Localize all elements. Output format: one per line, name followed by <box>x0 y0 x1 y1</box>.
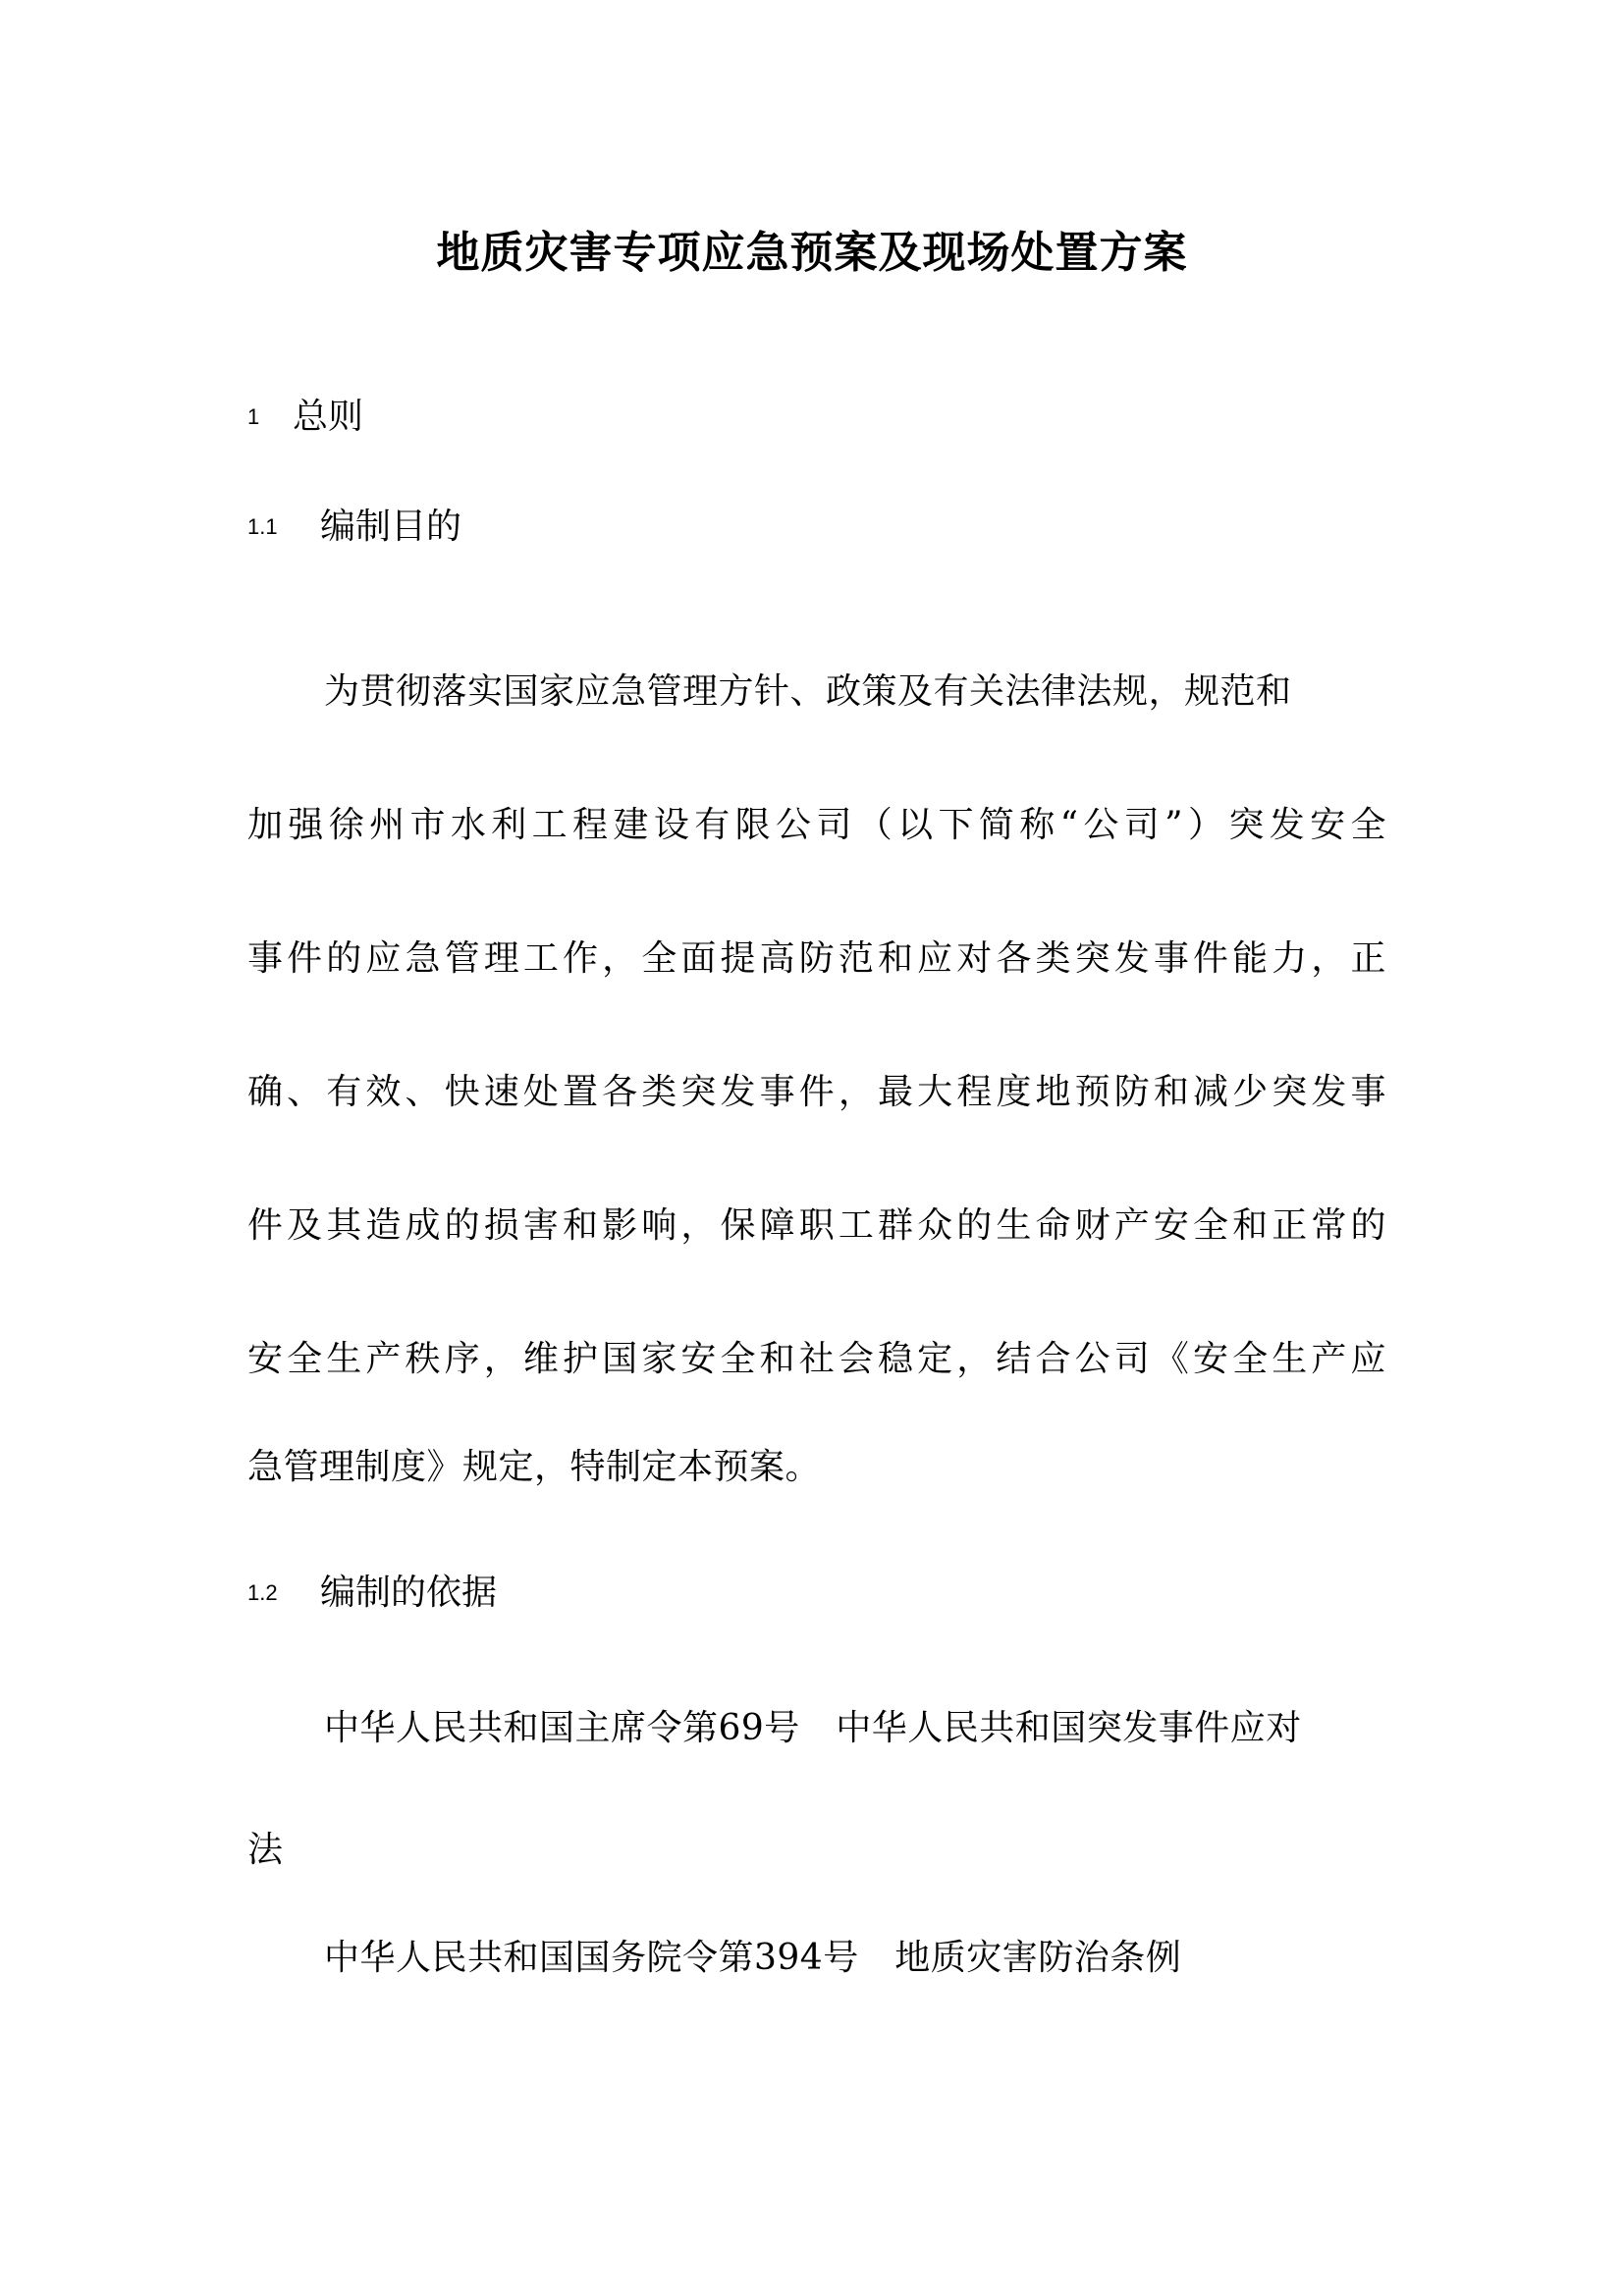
section-label: 总则 <box>293 397 364 437</box>
section-label: 编制目的 <box>320 507 462 547</box>
basis-item-line: 中华人民共和国主席令第69号 中华人民共和国突发事件应对 <box>324 1708 1302 1748</box>
purpose-paragraph-line: 安全生产秩序，维护国家安全和社会稳定，结合公司《安全生产应 <box>247 1339 1386 1379</box>
purpose-paragraph-line: 加强徐州市水利工程建设有限公司（以下简称“公司”）突发安全 <box>247 805 1386 845</box>
section-heading-1-2 <box>247 1567 497 1618</box>
section-number: 1 <box>247 404 260 429</box>
purpose-paragraph-line: 为贯彻落实国家应急管理方针、政策及有关法律法规，规范和 <box>324 671 1292 712</box>
purpose-paragraph-line: 确、有效、快速处置各类突发事件，最大程度地预防和减少突发事 <box>247 1072 1386 1112</box>
purpose-paragraph-line: 急管理制度》规定，特制定本预案。 <box>247 1447 822 1487</box>
basis-item-line: 法 <box>247 1830 284 1870</box>
purpose-paragraph-line: 事件的应急管理工作，全面提高防范和应对各类突发事件能力，正 <box>247 938 1386 979</box>
purpose-paragraph-line: 件及其造成的损害和影响，保障职工群众的生命财产安全和正常的 <box>247 1205 1386 1246</box>
section-label: 编制的依据 <box>320 1573 498 1613</box>
section-number: 1.2 <box>247 1580 278 1605</box>
section-heading-1-1 <box>247 501 461 552</box>
section-heading-1 <box>247 391 363 442</box>
basis-item-line: 中华人民共和国国务院令第394号 地质灾害防治条例 <box>324 1938 1182 1978</box>
section-number: 1.1 <box>247 514 278 539</box>
document-title: 地质灾害专项应急预案及现场处置方案 <box>436 228 1188 278</box>
